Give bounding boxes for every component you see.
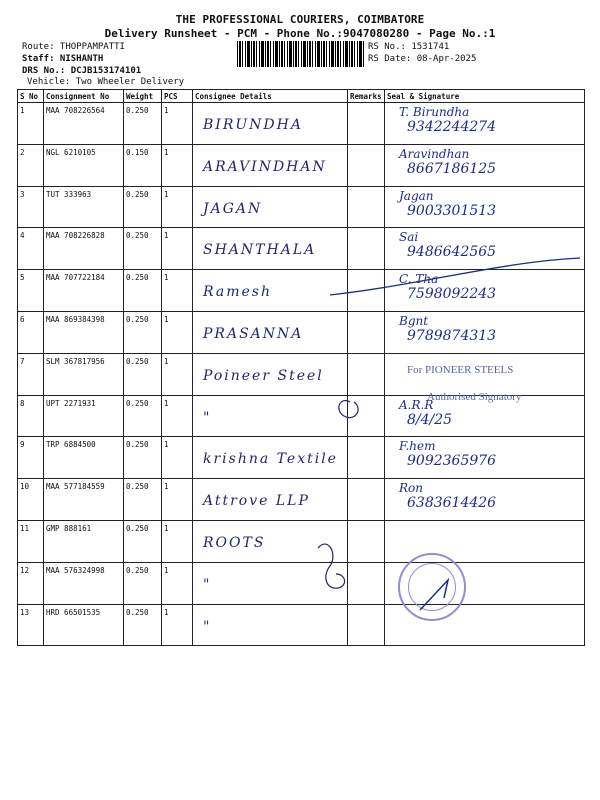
consignee-cell <box>193 395 348 437</box>
signature-cell <box>385 103 585 145</box>
consignee-handwriting: Attrove LLP <box>203 493 310 510</box>
col-header-consignment: Consignment No <box>44 90 124 103</box>
pcs-cell: 1 <box>162 311 193 353</box>
consignee-handwriting: ROOTS <box>203 534 266 551</box>
remarks-cell <box>348 604 385 646</box>
signature-cell <box>385 311 585 353</box>
weight-cell: 0.250 <box>124 437 162 479</box>
pcs-cell: 1 <box>162 437 193 479</box>
sno-cell: 8 <box>18 395 44 437</box>
remarks-cell <box>348 520 385 562</box>
stamp-signatory-line: Authorised Signatory <box>427 391 522 404</box>
pcs-cell: 1 <box>162 353 193 395</box>
sno-cell: 3 <box>18 186 44 228</box>
consignee-handwriting: ARAVINDHAN <box>203 158 327 175</box>
signature-name: F.hem <box>399 439 436 454</box>
signature-cell <box>385 479 585 521</box>
signature-cell <box>385 144 585 186</box>
consignee-cell <box>193 186 348 228</box>
runsheet-title: THE PROFESSIONAL COURIERS, COIMBATORE <box>175 13 425 26</box>
pcs-cell: 1 <box>162 479 193 521</box>
sno-cell: 9 <box>18 437 44 479</box>
signature-phone: 9092365976 <box>407 453 497 470</box>
weight-cell: 0.150 <box>124 144 162 186</box>
consignment-cell: NGL 6210105 <box>44 144 124 186</box>
signature-name: Aravindhan <box>399 146 470 161</box>
route-label: Route: THOPPAMPATTI <box>22 42 125 52</box>
pcs-cell: 1 <box>162 520 193 562</box>
weight-cell: 0.250 <box>124 395 162 437</box>
weight-cell: 0.250 <box>124 520 162 562</box>
consignee-handwriting: " <box>203 409 212 426</box>
consignment-cell: TRP 6884500 <box>44 437 124 479</box>
consignment-cell: TUT 333963 <box>44 186 124 228</box>
consignee-cell <box>193 437 348 479</box>
pcs-cell: 1 <box>162 103 193 145</box>
signature-phone: 9003301513 <box>407 202 497 219</box>
consignee-handwriting: SHANTHALA <box>203 242 317 259</box>
signature-phone: 9342244274 <box>407 119 497 135</box>
remarks-cell <box>348 479 385 521</box>
signature-name: Bgnt <box>399 313 429 328</box>
remarks-cell <box>348 353 385 395</box>
consignee-handwriting: BIRUNDHA <box>203 117 303 133</box>
staff-label: Staff: NISHANTH <box>22 54 104 64</box>
signature-name: A.R.R <box>399 397 434 412</box>
table-row <box>18 186 585 228</box>
consignee-cell <box>193 228 348 270</box>
rs-date: RS Date: 08-Apr-2025 <box>368 54 477 64</box>
pcs-cell: 1 <box>162 562 193 604</box>
sno-cell: 10 <box>18 479 44 521</box>
weight-cell: 0.250 <box>124 103 162 145</box>
table-row <box>18 270 585 312</box>
remarks-cell <box>348 103 385 145</box>
consignment-cell: UPT 2271931 <box>44 395 124 437</box>
col-header-weight: Weight <box>124 90 162 103</box>
stamp-company-line: For PIONEER STEELS <box>407 364 514 376</box>
consignment-cell: MAA 707722184 <box>44 270 124 312</box>
consignee-cell <box>193 103 348 145</box>
weight-cell: 0.250 <box>124 311 162 353</box>
signature-phone: 9789874313 <box>407 327 497 344</box>
consignee-handwriting: PRASANNA <box>203 325 304 342</box>
weight-cell: 0.250 <box>124 186 162 228</box>
signature-phone: 6383614426 <box>407 495 497 512</box>
company-stamp <box>407 364 521 404</box>
barcode <box>237 41 365 67</box>
signature-cell <box>385 186 585 228</box>
weight-cell: 0.250 <box>124 562 162 604</box>
table-row <box>18 479 585 521</box>
consignee-cell <box>193 479 348 521</box>
col-header-remarks: Remarks <box>348 90 385 103</box>
runsheet-subtitle: Delivery Runsheet - PCM - Phone No.:9047080280 - Page No.:1 <box>104 27 496 40</box>
weight-cell: 0.250 <box>124 270 162 312</box>
pcs-cell: 1 <box>162 186 193 228</box>
remarks-cell <box>348 270 385 312</box>
table-row <box>18 144 585 186</box>
signature-cell <box>385 228 585 270</box>
col-header-consignee: Consignee Details <box>193 90 348 103</box>
table-row <box>18 311 585 353</box>
sno-cell: 7 <box>18 353 44 395</box>
sno-cell: 4 <box>18 228 44 270</box>
consignee-handwriting: krishna Textile <box>203 451 338 468</box>
sno-cell: 2 <box>18 144 44 186</box>
signature-cell <box>385 270 585 312</box>
consignee-cell <box>193 144 348 186</box>
consignment-cell: MAA 708226828 <box>44 228 124 270</box>
signature-phone: 7598092243 <box>407 286 497 303</box>
round-seal-icon <box>398 553 466 621</box>
consignee-handwriting: " <box>203 618 212 635</box>
consignment-cell: HRD 66501535 <box>44 604 124 646</box>
table-row <box>18 437 585 479</box>
consignee-cell <box>193 353 348 395</box>
pcs-cell: 1 <box>162 144 193 186</box>
consignee-cell <box>193 311 348 353</box>
remarks-cell <box>348 562 385 604</box>
table-row <box>18 604 585 646</box>
consignment-cell: SLM 367817956 <box>44 353 124 395</box>
consignee-cell <box>193 270 348 312</box>
table-row <box>18 228 585 270</box>
signature-name: Sai <box>399 230 419 245</box>
consignee-cell <box>193 562 348 604</box>
consignment-cell: MAA 869384398 <box>44 311 124 353</box>
weight-cell: 0.250 <box>124 228 162 270</box>
drs-number: DRS No.: DCJB153174101 <box>22 66 142 76</box>
pcs-cell: 1 <box>162 270 193 312</box>
consignment-cell: MAA 576324998 <box>44 562 124 604</box>
consignment-cell: MAA 577184559 <box>44 479 124 521</box>
consignee-cell <box>193 520 348 562</box>
consignee-handwriting: Ramesh <box>203 284 272 301</box>
pcs-cell: 1 <box>162 395 193 437</box>
signature-phone: 8667186125 <box>407 160 497 177</box>
weight-cell: 0.250 <box>124 604 162 646</box>
remarks-cell <box>348 311 385 353</box>
weight-cell: 0.250 <box>124 353 162 395</box>
weight-cell: 0.250 <box>124 479 162 521</box>
signature-phone: 8/4/25 <box>407 411 453 428</box>
col-header-signature: Seal & Signature <box>385 90 585 103</box>
rs-number: RS No.: 1531741 <box>368 42 450 52</box>
table-header-row <box>18 90 585 103</box>
signature-name: C. Tha <box>399 272 439 287</box>
remarks-cell <box>348 437 385 479</box>
pcs-cell: 1 <box>162 604 193 646</box>
table-row <box>18 103 585 145</box>
remarks-cell <box>348 395 385 437</box>
sno-cell: 6 <box>18 311 44 353</box>
consignee-handwriting: JAGAN <box>203 200 263 217</box>
col-header-sno: S No <box>18 90 44 103</box>
table-row <box>18 520 585 562</box>
signature-cell <box>385 520 585 562</box>
signature-name: Jagan <box>399 188 434 203</box>
signature-name: Ron <box>399 481 423 496</box>
sno-cell: 13 <box>18 604 44 646</box>
consignee-handwriting: Poineer Steel <box>203 367 324 384</box>
signature-name: T. Birundha <box>399 105 470 119</box>
consignee-handwriting: " <box>203 576 212 593</box>
table-row <box>18 562 585 604</box>
signature-cell <box>385 437 585 479</box>
remarks-cell <box>348 186 385 228</box>
remarks-cell <box>348 144 385 186</box>
sno-cell: 11 <box>18 520 44 562</box>
remarks-cell <box>348 228 385 270</box>
pcs-cell: 1 <box>162 228 193 270</box>
sno-cell: 5 <box>18 270 44 312</box>
consignee-cell <box>193 604 348 646</box>
signature-phone: 9486642565 <box>407 244 497 261</box>
consignment-cell: MAA 708226564 <box>44 103 124 145</box>
sno-cell: 1 <box>18 103 44 145</box>
col-header-pcs: PCS <box>162 90 193 103</box>
consignment-cell: GMP 888161 <box>44 520 124 562</box>
sno-cell: 12 <box>18 562 44 604</box>
vehicle-label: Vehicle: Two Wheeler Delivery <box>27 77 185 87</box>
